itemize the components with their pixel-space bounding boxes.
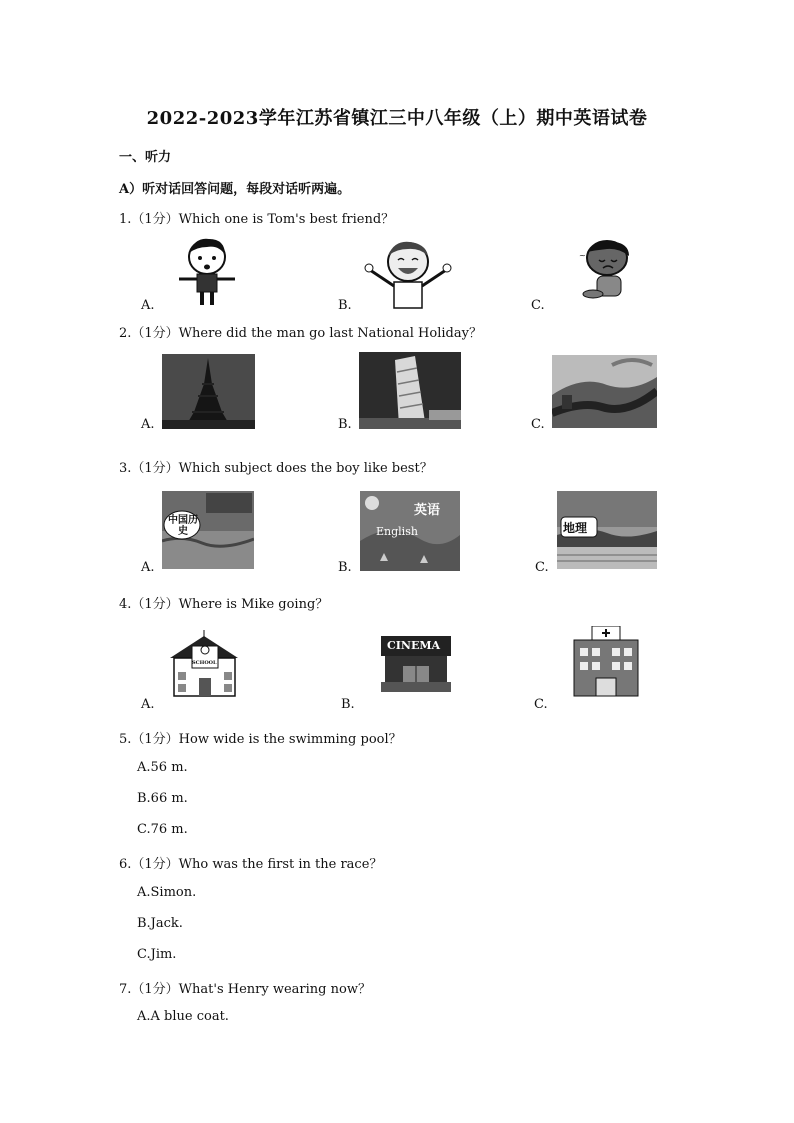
- q4-option-a-label: A.: [141, 697, 155, 712]
- q3-english-book-cn-title: 英语: [414, 503, 441, 518]
- page-title: 2022-2023学年江苏省镇江三中八年级（上）期中英语试卷: [146, 108, 648, 129]
- q1-boy-laughing-image: [364, 240, 452, 310]
- q2-option-b-label: B.: [338, 417, 352, 432]
- q3-option-a-label: A.: [141, 560, 155, 575]
- q5-option-a: A.56 m.: [137, 760, 188, 775]
- question-6: 6.（1分）Who was the first in the race？: [119, 857, 383, 872]
- section-a-instruction: A）听对话回答问题，每段对话听两遍。: [119, 182, 351, 197]
- q3-option-b-label: B.: [338, 560, 352, 575]
- q2-leaning-tower-image: [359, 352, 461, 429]
- q2-option-a-label: A.: [141, 417, 155, 432]
- q4-hospital-building-image: [572, 626, 640, 698]
- q4-option-b-label: B.: [341, 697, 355, 712]
- svg-text:~: ~: [579, 251, 586, 260]
- q3-english-book-image: [360, 491, 460, 571]
- q2-great-wall-image: [552, 355, 657, 428]
- q2-eiffel-tower-image: [162, 354, 255, 429]
- q3-history-book-title: 中国历史: [168, 515, 198, 537]
- question-2: 2.（1分）Where did the man go last National Holiday？: [119, 326, 482, 341]
- q3-geography-book-image: [557, 491, 657, 569]
- q4-option-c-label: C.: [534, 697, 548, 712]
- q4-cinema-building-image: [379, 630, 453, 692]
- question-4: 4.（1分）Where is Mike going？: [119, 597, 329, 612]
- q6-option-c: C.Jim.: [137, 947, 177, 962]
- q4-school-sign: SCHOOL: [192, 660, 217, 666]
- q6-option-b: B.Jack.: [137, 916, 183, 931]
- q3-history-book-image: [162, 491, 254, 569]
- q1-boy-worried-image: [175, 235, 239, 307]
- q5-option-b: B.66 m.: [137, 791, 188, 806]
- q4-school-building-image: [168, 630, 241, 698]
- q2-option-c-label: C.: [531, 417, 545, 432]
- question-5: 5.（1分）How wide is the swimming pool？: [119, 732, 402, 747]
- q3-english-book-en-title: English: [376, 525, 418, 538]
- q4-cinema-sign: CINEMA: [387, 639, 441, 652]
- q1-option-c-label: C.: [531, 298, 545, 313]
- q1-option-a-label: A.: [141, 298, 155, 313]
- question-7: 7.（1分）What's Henry wearing now？: [119, 982, 371, 997]
- question-3: 3.（1分）Which subject does the boy like best？: [119, 461, 433, 476]
- q7-option-a: A.A blue coat.: [137, 1009, 229, 1024]
- q5-option-c: C.76 m.: [137, 822, 188, 837]
- section-heading: 一、听力: [119, 150, 172, 165]
- q3-geography-book-title: 地理: [563, 521, 588, 535]
- question-1: 1.（1分）Which one is Tom's best friend？: [119, 212, 395, 227]
- q1-option-b-label: B.: [338, 298, 352, 313]
- q1-boy-crying-image: [575, 238, 637, 300]
- q6-option-a: A.Simon.: [137, 885, 197, 900]
- q3-option-c-label: C.: [535, 560, 549, 575]
